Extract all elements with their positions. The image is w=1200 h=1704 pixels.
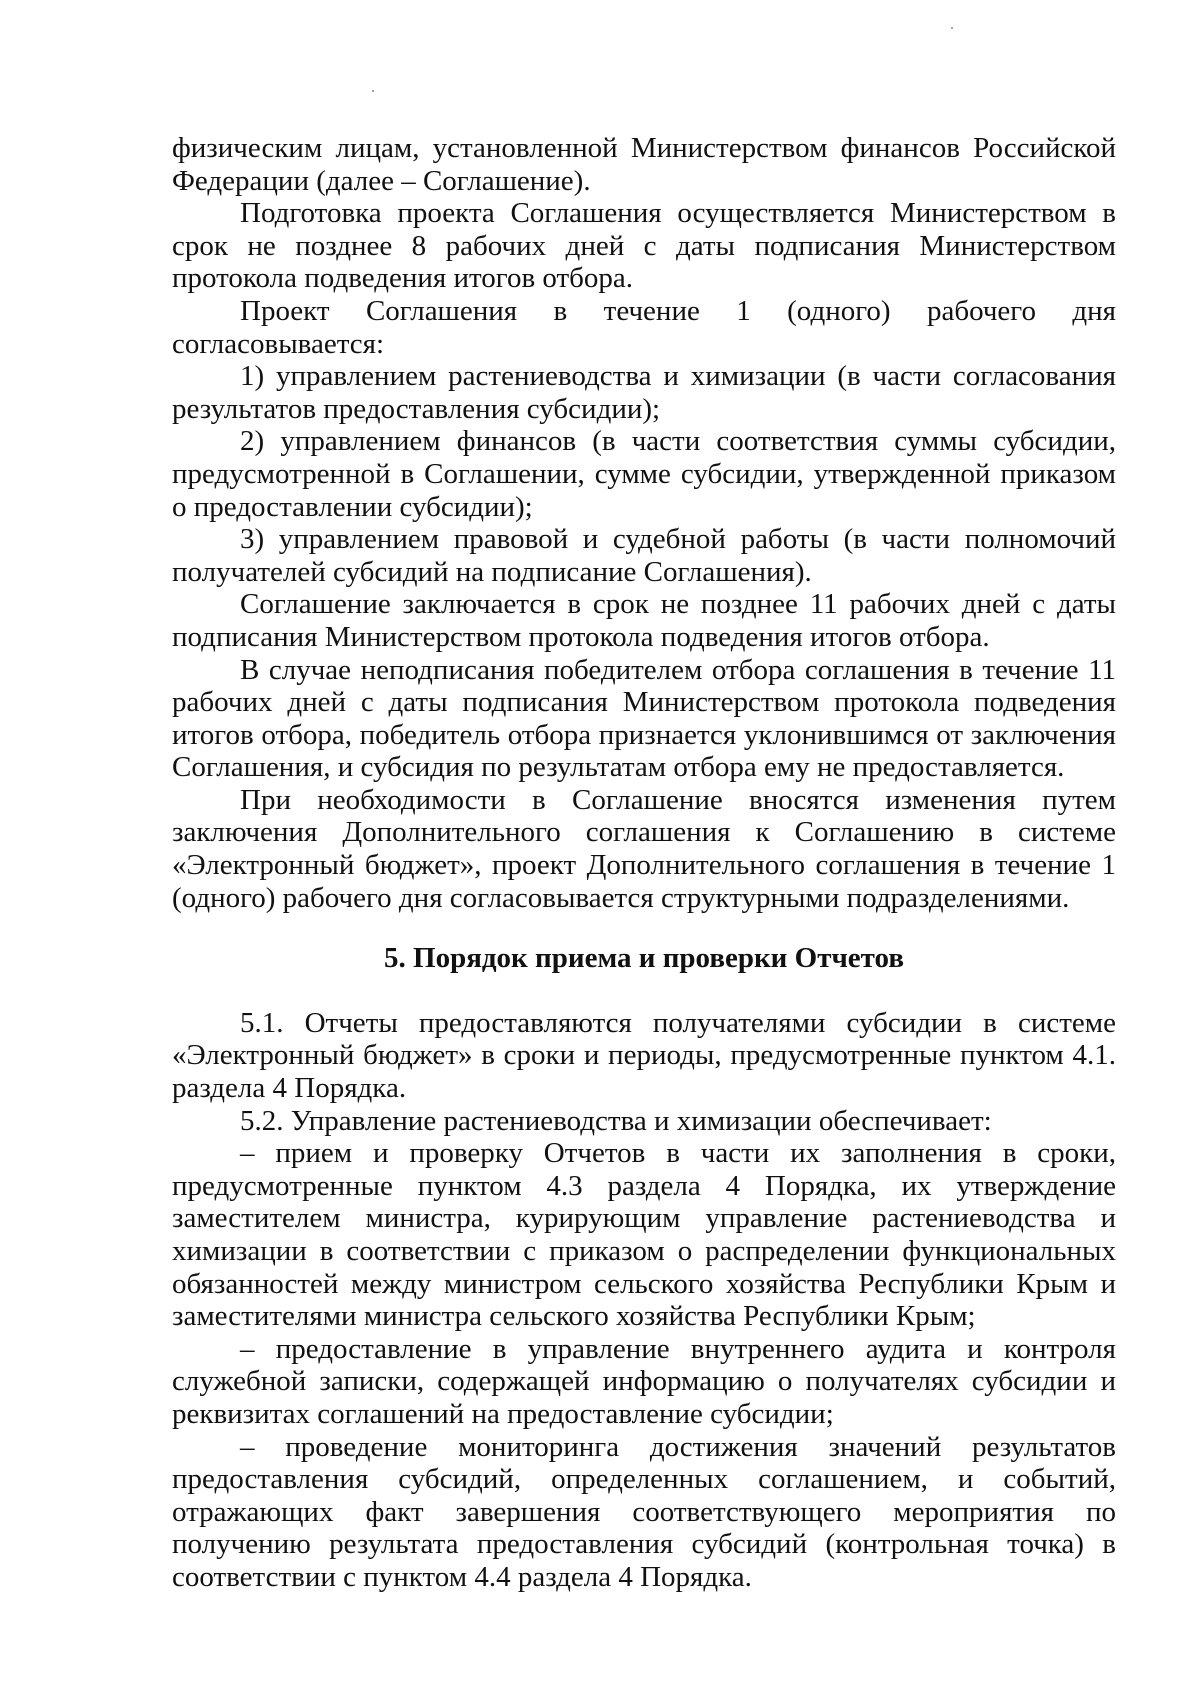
list-item: 2) управлением финансов (в части соответствия суммы субсидии, предусмотренной в Соглашении, сумме субсидии, утвержденной приказом о предоставлении субсидии); bbox=[172, 425, 1116, 523]
paragraph: 5.1. Отчеты предоставляются получателями субсидии в системе «Электронный бюджет» в сроки и периоды, предусмотренные пунктом 4.1. раздела 4 Порядка. bbox=[172, 1006, 1116, 1105]
paragraph: При необходимости в Соглашение вносятся изменения путем заключения Дополнительного соглашения к Соглашению в системе «Электронный бюджет», проект Дополнительного соглашения в течение 1 (одного) рабочего дня согласовывается структурными подразделениями. bbox=[172, 783, 1116, 914]
list-item: – прием и проверку Отчетов в части их заполнения в сроки, предусмотренные пунктом 4.3 раздела 4 Порядка, их утверждение заместителем министра, курирующим управление растениеводства и химизации в соответствии с приказом о распределении функциональных обязанностей между министром сельского хозяйства Республики Крым и заместителями министра сельского хозяйства Республики Крым; bbox=[172, 1137, 1116, 1333]
list-item: – проведение мониторинга достижения значений результатов предоставления субсидий, определенных соглашением, и событий, отражающих факт завершения соответствующего мероприятия по получению результата предоставления субсидий (контрольная точка) в соответствии с пунктом 4.4 раздела 4 Порядка. bbox=[172, 1430, 1116, 1593]
list-item: 3) управлением правовой и судебной работы (в части полномочий получателей субсидий на подписание Соглашения). bbox=[172, 523, 1116, 588]
list-item: 1) управлением растениеводства и химизации (в части согласования результатов предоставления субсидии); bbox=[172, 360, 1116, 425]
paragraph: 5.2. Управление растениеводства и химизации обеспечивает: bbox=[240, 1104, 992, 1137]
paragraph: Соглашение заключается в срок не позднее 11 рабочих дней с даты подписания Министерством протокола подведения итогов отбора. bbox=[172, 588, 1116, 653]
paragraph: Подготовка проекта Соглашения осуществляется Министерством в срок не позднее 8 рабочих дней с даты подписания Министерством протокола подведения итогов отбора. bbox=[172, 197, 1116, 295]
scan-speck bbox=[951, 27, 953, 29]
paragraph: В случае неподписания победителем отбора соглашения в течение 11 рабочих дней с даты подписания Министерством протокола подведения итогов отбора, победитель отбора признается уклонившимся от заключения Соглашения, и субсидия по результатам отбора ему не предоставляется. bbox=[172, 653, 1116, 784]
section-heading: 5. Порядок приема и проверки Отчетов bbox=[384, 942, 904, 975]
list-item: – предоставление в управление внутреннего аудита и контроля служебной записки, содержащей информацию о получателях субсидии и реквизитах соглашений на предоставление субсидии; bbox=[172, 1332, 1116, 1430]
scan-speck bbox=[372, 90, 374, 92]
paragraph: Проект Соглашения в течение 1 (одного) рабочего дня согласовывается: bbox=[172, 294, 1116, 360]
paragraph: физическим лицам, установленной Министерством финансов Российской Федерации (далее – Соглашение). bbox=[172, 132, 1116, 197]
document-body bbox=[172, 132, 1116, 1594]
